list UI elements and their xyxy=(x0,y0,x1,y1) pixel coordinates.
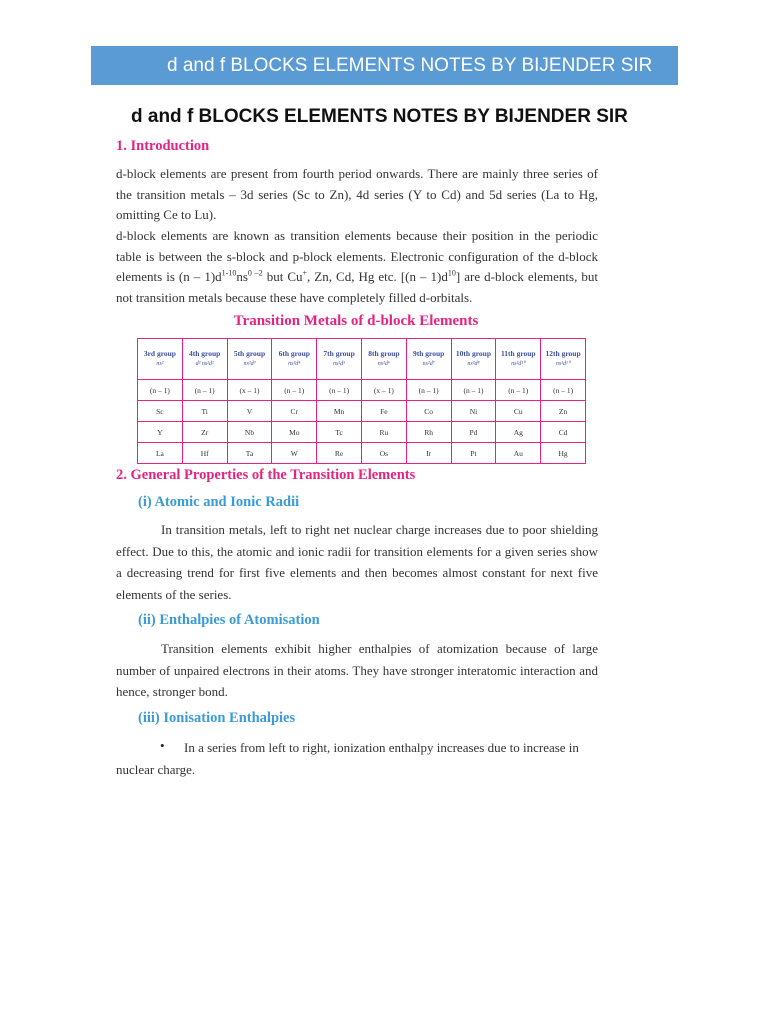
table-cell: (n – 1) xyxy=(138,380,183,401)
table-cell: Ru xyxy=(361,422,406,443)
table-header-cell xyxy=(361,339,406,380)
table-cell: Co xyxy=(406,401,451,422)
table-cell: Ag xyxy=(496,422,541,443)
group-config: ns²d⁸ xyxy=(467,361,480,367)
table-header-cell xyxy=(272,339,317,380)
paragraph-ionisation-enthalpies: In a series from left to right, ionization enthalpy increases due to increase in nuclear charge. xyxy=(116,740,579,777)
table-header-cell xyxy=(138,339,183,380)
table-cell: (n – 1) xyxy=(317,380,362,401)
table-cell: Sc xyxy=(138,401,183,422)
group-config: ns²d⁷ xyxy=(422,361,435,367)
group-label: 3rd group xyxy=(143,349,176,358)
group-config: ns²d⁶ xyxy=(377,361,390,367)
group-label: 6th group xyxy=(278,349,310,358)
group-config: ns²d⁴ xyxy=(288,361,301,367)
group-config: d² ns²d² xyxy=(195,361,214,367)
table-cell: Re xyxy=(317,443,362,464)
paragraph-atomic-ionic-radii: In transition metals, left to right net nuclear charge increases due to poor shielding effect. Due to this, the atomic and ionic radii for transition elements for a given series show a decreasing trend for first five elements and then becomes almost constant for next five elements of the series. xyxy=(116,522,598,602)
transition-metals-table xyxy=(137,338,586,464)
table-cell: Au xyxy=(496,443,541,464)
table-cell: Fe xyxy=(361,401,406,422)
table-cell: Mn xyxy=(317,401,362,422)
table-row xyxy=(138,443,586,464)
paragraph-enthalpies-atomisation: Transition elements exhibit higher enthalpies of atomization because of large number of unpaired electrons in their atoms. They have stronger interatomic interaction and hence, stronger bond. xyxy=(116,641,598,699)
table-cell: (n – 1) xyxy=(541,380,586,401)
table-cell: Ta xyxy=(227,443,272,464)
bullet-marker: • xyxy=(160,738,165,753)
group-label: 4th group xyxy=(189,349,221,358)
document-title: d and f BLOCKS ELEMENTS NOTES BY BIJENDER SIR xyxy=(131,106,628,127)
table-header-cell xyxy=(451,339,496,380)
group-config: ns²d⁵ xyxy=(332,361,346,367)
table-cell: Zr xyxy=(182,422,227,443)
group-label: 10th group xyxy=(455,349,492,358)
table-cell: (n – 1) xyxy=(496,380,541,401)
header-banner xyxy=(91,46,678,85)
intro-paragraph-1: d-block elements are present from fourth period onwards. There are mainly three series of the transition metals – 3d series (Sc to Zn), 4d series (Y to Cd) and 5d series (La to Hg, omitting Ce to Lu). xyxy=(116,166,598,222)
group-label: 7th group xyxy=(323,349,355,358)
table-cell: (n – 1) xyxy=(451,380,496,401)
table-row xyxy=(138,380,586,401)
group-config: ns² xyxy=(156,361,164,367)
table-header-row xyxy=(138,339,586,380)
table-cell: V xyxy=(227,401,272,422)
table-cell: (n – 1) xyxy=(406,380,451,401)
table-header-cell xyxy=(227,339,272,380)
table-cell: Hf xyxy=(182,443,227,464)
table-cell: Tc xyxy=(317,422,362,443)
table-cell: Hg xyxy=(541,443,586,464)
table-header-cell xyxy=(406,339,451,380)
group-config: ns²d³ xyxy=(243,361,256,367)
table-header-cell xyxy=(496,339,541,380)
group-config: ns²d¹⁰ xyxy=(555,361,571,367)
table-header-cell xyxy=(182,339,227,380)
table-cell: Rh xyxy=(406,422,451,443)
table-cell: (x – 1) xyxy=(227,380,272,401)
subheading-enthalpies-atomisation: (ii) Enthalpies of Atomisation xyxy=(138,612,320,628)
table-cell: Ir xyxy=(406,443,451,464)
group-label: 9th group xyxy=(413,349,445,358)
section-heading-general-properties: 2. General Properties of the Transition Elements xyxy=(116,467,416,483)
table-cell: W xyxy=(272,443,317,464)
table-cell: Pt xyxy=(451,443,496,464)
table-row xyxy=(138,422,586,443)
table-cell: (x – 1) xyxy=(361,380,406,401)
table-header-cell xyxy=(317,339,362,380)
group-config: ns²d¹⁰ xyxy=(511,361,526,367)
group-label: 12th group xyxy=(545,349,581,358)
table-cell: Os xyxy=(361,443,406,464)
group-label: 5th group xyxy=(233,349,266,358)
table-cell: Nb xyxy=(227,422,272,443)
table-cell: Pd xyxy=(451,422,496,443)
subheading-ionisation-enthalpies: (iii) Ionisation Enthalpies xyxy=(138,710,296,726)
table-cell: Cr xyxy=(272,401,317,422)
table-cell: Ni xyxy=(451,401,496,422)
group-label: 11th group xyxy=(500,349,536,358)
table-cell: Y xyxy=(138,422,183,443)
table-cell: Ti xyxy=(182,401,227,422)
subheading-atomic-ionic-radii: (i) Atomic and Ionic Radii xyxy=(138,494,300,510)
intro-paragraph-2: d-block elements are known as transition elements because their position in the periodic table is between the s-block and p-block elements. Electronic configuration of the d-block elements is $(n - 1)d^{1-10}ns^{0 -2}$ but Cu+, Zn, Cd, Hg etc. $[(n - 1)d^{10}]$ are d-block elements, but not transition metals because these have completely filled d-orbitals. xyxy=(116,228,598,305)
banner-title: d and f BLOCKS ELEMENTS NOTES BY BIJENDER SIR xyxy=(167,55,653,76)
table-cell: Mo xyxy=(272,422,317,443)
table-title: Transition Metals of d-block Elements xyxy=(233,313,479,329)
table-cell: (n – 1) xyxy=(272,380,317,401)
table-cell: Cd xyxy=(541,422,586,443)
table-header-cell xyxy=(541,339,586,380)
table-cell: Zn xyxy=(541,401,586,422)
group-label: 8th group xyxy=(368,349,400,358)
table-cell: Cu xyxy=(496,401,541,422)
table-cell: (n – 1) xyxy=(182,380,227,401)
section-heading-introduction: 1. Introduction xyxy=(116,138,210,154)
table-row xyxy=(138,401,586,422)
table-cell: La xyxy=(138,443,183,464)
